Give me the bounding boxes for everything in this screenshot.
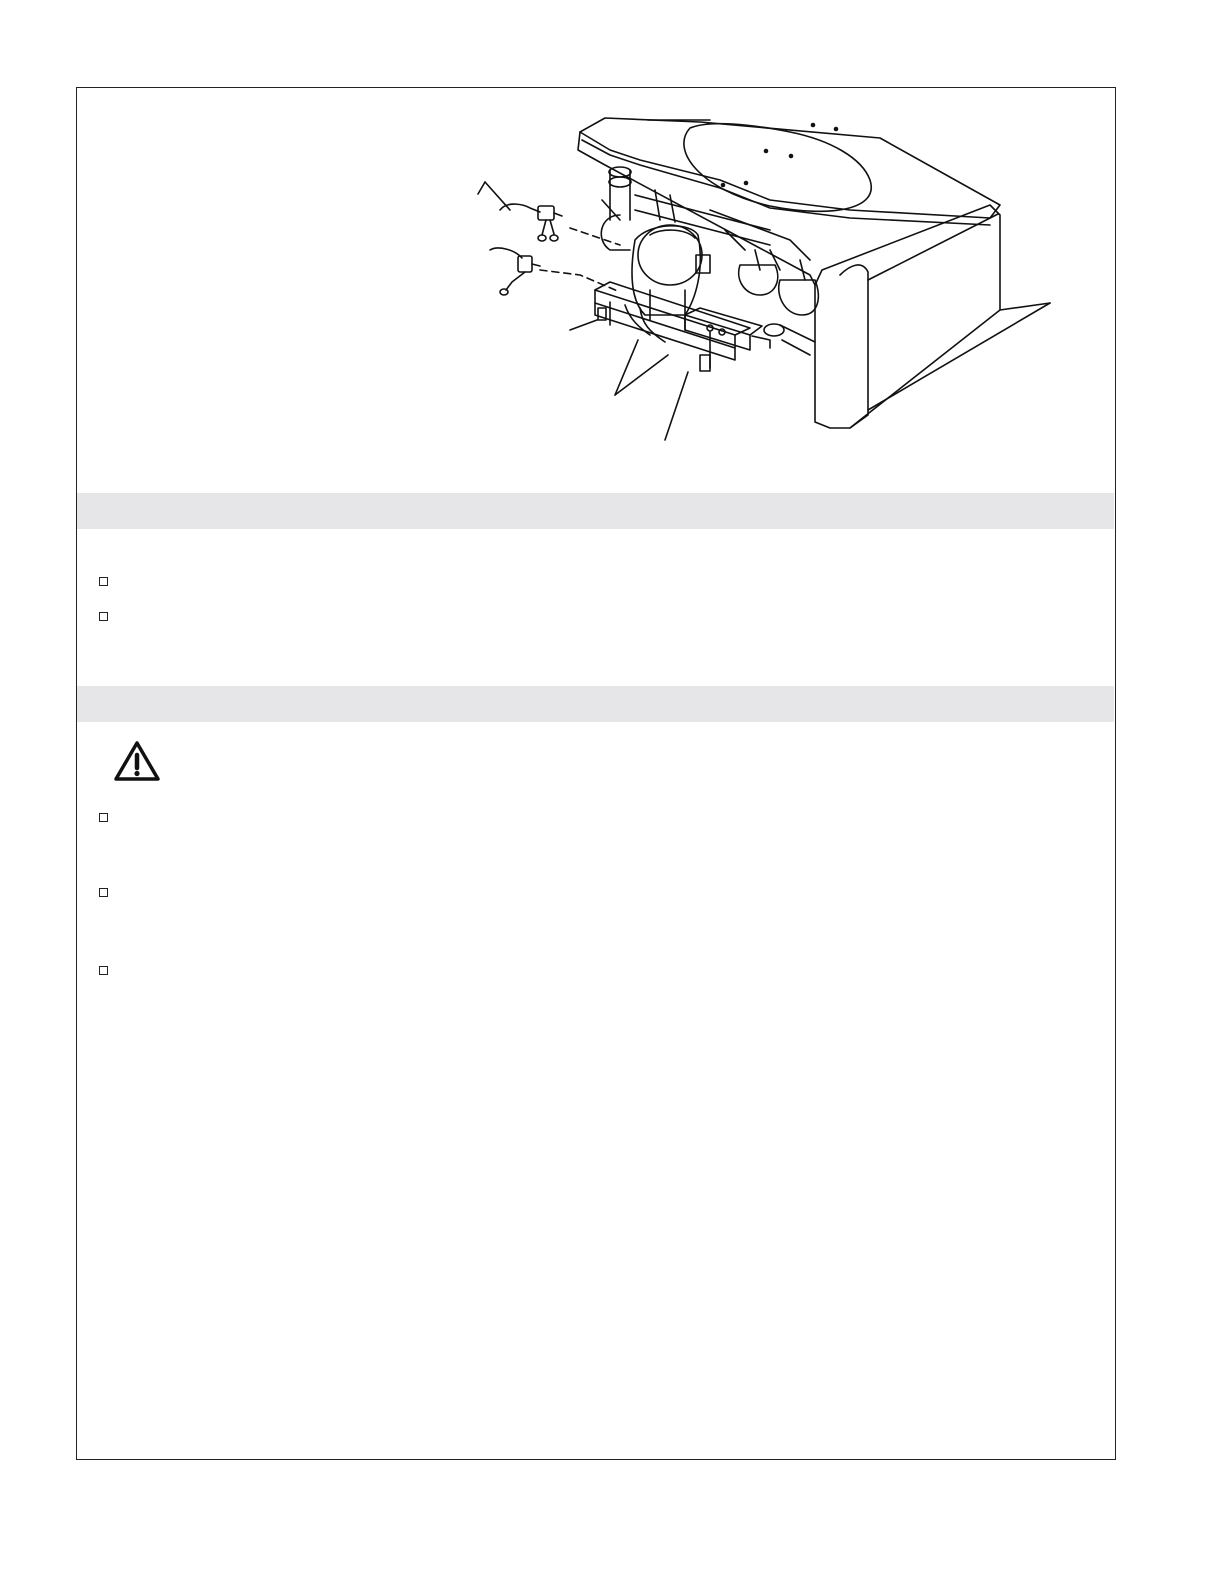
checkbox[interactable]	[99, 888, 108, 897]
pump-assembly-illustration	[470, 110, 1070, 460]
section-heading-bar-2	[77, 686, 1114, 722]
checkbox[interactable]	[99, 813, 108, 822]
warning-triangle-icon	[113, 740, 161, 782]
checkbox[interactable]	[99, 966, 108, 975]
checkbox[interactable]	[99, 612, 108, 621]
checkbox[interactable]	[99, 577, 108, 586]
section-heading-bar-1	[77, 493, 1114, 529]
